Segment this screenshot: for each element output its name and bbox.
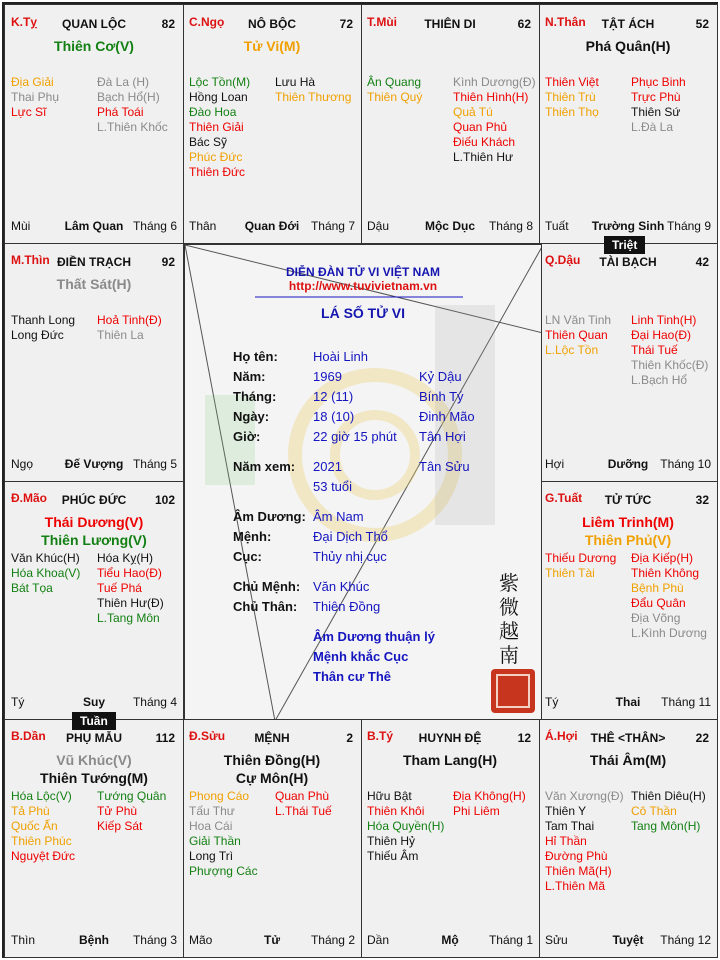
palace-stem: Q.Dậu [545,253,581,267]
palace-name: HUYNH ĐỆ [418,731,482,745]
name-value: Hoài Linh [313,349,368,364]
minor-star: L.Thiên Mã [545,879,606,893]
note-2: Mệnh khắc Cục [313,649,409,664]
palace-number: 32 [695,493,709,507]
destiny-master-label: Chủ Mệnh: [233,579,301,594]
palace-name: TÀI BẠCH [599,255,657,269]
minor-star: L.Đà La [631,120,674,134]
minor-star: Phục Binh [631,75,686,89]
palace-footer [189,933,355,949]
palace-number: 62 [517,17,531,31]
palace-month: Tháng 3 [132,933,177,947]
star-column-right [97,313,162,343]
year-stem: Kỷ Dậu [419,369,462,384]
cuc-value: Thủy nhị cục [313,549,387,564]
palace-stem: K.Tỵ [11,15,38,29]
palace-month: Tháng 11 [661,695,711,709]
minor-star: L.Thái Tuế [275,804,332,818]
star-column-left [367,75,422,105]
minor-star: Thiên Hỷ [367,834,416,848]
palace-life-stage: Trường Sinh [591,219,665,233]
triet-tag: Triệt [604,236,645,254]
minor-star: Hóa Lộc(V) [11,789,72,803]
minor-star: Địa Kiếp(H) [631,551,694,565]
minor-star: Hoa Cái [189,819,233,833]
palace-month: Tháng 2 [310,933,355,947]
minor-star: Đường Phù [545,849,608,863]
palace-footer [545,695,711,711]
palace-life-stage: Quan Đới [244,219,300,233]
chart-title: LÁ SỐ TỬ VI [321,305,405,321]
palace-name: PHỤ MẪU [66,731,122,745]
minor-star: Thiên Mã(H) [545,864,612,878]
palace-branch: Tuất [545,219,569,233]
minor-star: Long Đức [11,328,64,342]
minor-star: Tuế Phá [97,581,142,595]
view-year-label: Năm xem: [233,459,296,474]
palace-branch: Hợi [545,457,565,471]
minor-star: Tướng Quân [97,789,167,803]
palace-life-stage: Tử [263,933,281,947]
minor-star: Hóa Khoa(V) [11,566,81,580]
vertical-char-1: 紫 [499,571,519,595]
palace-number: 22 [695,731,709,745]
minor-star: Thiên Quý [367,90,423,104]
minor-star: Thiên Sứ [631,105,681,119]
palace-number: 12 [517,731,531,745]
palace-cell[interactable] [360,718,540,958]
palace-name: TẬT ÁCH [601,17,655,31]
vertical-char-2: 微 [499,595,519,619]
center-info-panel [184,244,542,720]
minor-star: Thiếu Âm [367,849,419,863]
palace-month: Tháng 5 [132,457,177,471]
star-column-left [545,789,624,894]
star-column-right [453,789,526,819]
palace-month: Tháng 7 [310,219,355,233]
palace-footer [11,695,177,711]
star-column-left [545,75,599,120]
minor-star: Thiên Giải [189,120,244,134]
palace-footer [545,933,711,949]
palace-month: Tháng 10 [660,457,711,471]
palace-branch: Thìn [11,933,36,947]
main-stars [183,751,361,787]
minor-star: Quan Phù [275,789,330,803]
minor-star: Thiên La [97,328,144,342]
age-value: 53 tuổi [313,479,353,494]
minor-star: Thiên Khốc(Đ) [631,358,709,372]
minor-star: Phong Cáo [189,789,250,803]
minor-star: Trực Phù [631,90,681,104]
palace-number: 72 [339,17,353,31]
palace-number: 2 [346,731,353,745]
minor-star: Thiên Việt [545,75,599,89]
minor-star: L.Kình Dương [631,626,707,640]
palace-name: THÊ <THÂN> [590,731,666,745]
minor-star: L.Bạch Hổ [631,373,688,387]
palace-branch: Tý [11,695,25,709]
palace-branch: Ngọ [11,457,34,471]
year-value: 1969 [313,369,342,384]
palace-stem: T.Mùi [367,15,397,29]
main-star: Thái Dương(V) [44,514,144,530]
star-column-right [275,789,332,819]
palace-name: ĐIỀN TRẠCH [57,255,131,269]
star-column-left [367,789,444,864]
minor-star: Văn Xương(Đ) [545,789,624,803]
minor-star: Thiên Hư(Đ) [97,596,164,610]
minor-star: Thai Phụ [11,90,60,104]
main-stars [539,37,717,55]
palace-stem: B.Tý [367,729,394,743]
star-column-right [631,75,686,135]
star-column-left [11,789,75,864]
palace-cell[interactable] [538,242,718,482]
main-stars [5,275,183,293]
minor-star: Tiểu Hao(Đ) [97,566,162,580]
minor-star: Đào Hoa [189,105,237,119]
minor-star: Thiên Quan [545,328,608,342]
palace-name: QUAN LỘC [62,17,126,31]
palace-number: 82 [161,17,175,31]
star-column-left [11,551,80,596]
palace-stem: C.Ngọ [189,15,225,29]
star-column-right [97,789,166,834]
minor-star: Văn Khúc(H) [11,551,80,565]
minor-star: Thiên Trù [545,90,596,104]
palace-stem: N.Thân [545,15,586,29]
forum-url[interactable]: http://www.tuvivietnam.vn [288,279,438,293]
minor-star: Phá Toái [97,105,144,119]
minor-star: L.Lộc Tồn [545,343,599,357]
palace-life-stage: Đế Vượng [64,457,124,471]
minor-star: Ân Quang [367,75,422,89]
star-column-right [631,551,707,641]
day-label: Ngày: [233,409,270,424]
palace-branch: Tý [545,695,559,709]
minor-star: Quan Phủ [453,120,508,134]
day-value: 18 (10) [313,409,355,424]
palace-cell[interactable] [538,480,718,720]
main-stars [5,37,183,55]
note-3: Thân cư Thê [313,669,392,684]
minor-star: Kình Dương(Đ) [453,75,536,89]
main-star: Thiên Phủ(V) [584,532,672,548]
month-label: Tháng: [233,389,277,404]
minor-star: Phượng Các [189,864,258,878]
day-stem: Đinh Mão [419,409,475,424]
star-column-left [189,789,258,879]
palace-stem: Đ.Mão [11,491,47,505]
minor-star: Địa Không(H) [453,789,526,803]
minor-star: Đẩu Quân [631,596,686,610]
minor-star: Đại Hao(Đ) [631,328,692,342]
vertical-char-4: 南 [499,643,519,667]
main-stars [539,513,717,549]
palace-cell[interactable] [360,4,540,244]
minor-star: Thiên Khôi [367,804,425,818]
palace-life-stage: Suy [82,695,105,709]
palace-life-stage: Mộ [441,933,459,947]
minor-star: Địa Giải [11,75,54,89]
palace-cell[interactable] [538,4,718,244]
tuan-tag: Tuần [72,712,116,730]
hour-value: 22 giờ 15 phút [313,429,397,444]
palace-number: 92 [161,255,175,269]
palace-cell[interactable] [4,718,184,958]
minor-star: Cô Thần [631,804,677,818]
cuc-label: Cục: [233,549,262,564]
minor-star: Thiên Tài [545,566,595,580]
palace-month: Tháng 1 [488,933,533,947]
palace-cell[interactable] [182,718,362,958]
palace-stem: Đ.Sửu [189,729,226,743]
minor-star: Thiên Diêu(H) [631,789,706,803]
horoscope-chart [2,2,718,958]
view-year-stem: Tân Sửu [419,459,470,474]
star-column-left [189,75,250,180]
palace-branch: Mão [189,933,213,947]
star-column-left [545,551,616,581]
main-star: Tham Lang(H) [402,752,498,768]
minor-star: Phúc Đức [189,150,243,164]
star-column-right [631,789,706,834]
minor-star: Thanh Long [11,313,76,327]
palace-footer [545,457,711,473]
minor-star: Điếu Khách [453,135,516,149]
palace-number: 42 [695,255,709,269]
palace-footer [367,933,533,949]
palace-branch: Dậu [367,219,390,233]
minor-star: Thiên Thương [275,90,352,104]
minor-star: Hóa Quyền(H) [367,819,445,833]
minor-star: Tang Môn(H) [631,819,701,833]
minor-star: LN Văn Tinh [545,313,612,327]
minor-star: Đà La (H) [97,75,150,89]
palace-month: Tháng 8 [488,219,533,233]
palace-month: Tháng 4 [132,695,177,709]
palace-cell[interactable] [182,4,362,244]
main-star: Thiên Lương(V) [41,532,147,548]
palace-life-stage: Bệnh [79,933,109,947]
palace-name: PHÚC ĐỨC [61,493,127,507]
minor-star: Hỉ Thần [545,834,587,848]
minor-star: Tả Phù [11,804,50,818]
palace-number: 112 [155,731,175,745]
minor-star: Bạch Hổ(H) [97,90,160,104]
main-stars [5,751,183,787]
minor-star: Thiên Đức [189,165,246,179]
palace-life-stage: Thai [615,695,641,709]
yinyang-label: Âm Dương: [233,509,306,524]
destiny-label: Mệnh: [233,529,272,544]
palace-stem: M.Thìn [11,253,50,267]
main-stars [183,37,361,55]
palace-name: TỬ TỨC [604,493,652,507]
palace-footer [11,457,177,473]
minor-star: Linh Tinh(H) [631,313,697,327]
minor-star: Hoả Tinh(Đ) [97,313,162,327]
palace-month: Tháng 12 [660,933,711,947]
minor-star: Thiên Hình(H) [453,90,529,104]
minor-star: Kiếp Sát [97,819,143,833]
palace-name: THIÊN DI [424,17,476,31]
palace-month: Tháng 6 [132,219,177,233]
palace-stem: G.Tuất [545,491,583,505]
main-star: Tử Vi(M) [243,38,301,54]
minor-star: Thiên Không [631,566,700,580]
name-label: Họ tên: [233,349,278,364]
palace-branch: Sửu [545,933,568,947]
star-column-right [631,313,708,388]
month-stem: Bính Tý [419,389,464,404]
minor-star: Nguyệt Đức [11,849,76,863]
palace-stem: B.Dần [11,729,46,743]
palace-number: 52 [695,17,709,31]
minor-star: Thiên Y [545,804,587,818]
hour-label: Giờ: [233,429,261,444]
palace-cell[interactable] [4,480,184,720]
minor-star: Hóa Kỵ(H) [97,551,154,565]
minor-star: Quốc Ấn [11,819,58,833]
palace-cell[interactable] [538,718,718,958]
palace-name: NÔ BỘC [248,17,296,31]
minor-star: L.Thiên Khốc [97,120,168,134]
minor-star: L.Tang Môn [97,611,160,625]
minor-star: Bát Tọa [11,581,53,595]
minor-star: Lưu Hà [275,75,316,89]
palace-month: Tháng 9 [666,219,711,233]
body-master-label: Chủ Thân: [233,599,298,614]
forum-name: DIỄN ĐÀN TỬ VI VIỆT NAM [286,265,440,279]
palace-branch: Thân [189,219,217,233]
star-column-left [11,75,59,120]
main-stars [5,513,183,549]
palace-branch: Dần [367,933,390,947]
minor-star: L.Thiên Hư [453,150,514,164]
palace-life-stage: Dưỡng [607,457,649,471]
minor-star: Bác Sỹ [189,135,228,149]
main-star: Thái Âm(M) [589,752,667,768]
star-column-right [275,75,351,105]
minor-star: Thiếu Dương [545,551,617,565]
minor-star: Phi Liêm [453,804,500,818]
star-column-right [97,75,168,135]
minor-star: Bệnh Phù [631,581,684,595]
palace-number: 102 [154,493,175,507]
palace-cell[interactable] [4,242,184,482]
main-stars [361,751,539,769]
minor-star: Thiên Phúc [11,834,72,848]
minor-star: Lực Sĩ [11,105,47,119]
hour-stem: Tân Hợi [419,429,466,444]
star-column-left [11,313,75,343]
main-star: Vũ Khúc(V) [56,752,132,768]
red-seal-stamp [491,669,535,713]
minor-star: Thiên Thọ [545,105,599,119]
palace-footer [545,219,711,235]
year-label: Năm: [233,369,266,384]
star-column-left [545,313,611,358]
palace-footer [189,219,355,235]
destiny-master-value: Văn Khúc [313,579,370,594]
minor-star: Tử Phù [97,804,138,818]
main-star: Thiên Tướng(M) [40,770,148,786]
main-star: Cự Môn(H) [235,770,309,786]
palace-life-stage: Mộc Dục [424,219,475,233]
minor-star: Tấu Thư [189,804,235,818]
star-column-right [97,551,164,626]
palace-life-stage: Tuyệt [612,933,644,947]
palace-cell[interactable] [4,4,184,244]
yinyang-value: Âm Nam [313,509,364,524]
minor-star: Giải Thần [189,834,241,848]
palace-life-stage: Lâm Quan [64,219,124,233]
palace-stem: Á.Hợi [545,729,578,743]
palace-footer [11,933,177,949]
palace-footer [11,219,177,235]
main-star: Phá Quân(H) [585,38,671,54]
star-column-right [453,75,536,165]
main-stars [539,751,717,769]
minor-star: Hữu Bật [367,789,412,803]
minor-star: Quả Tú [453,105,493,119]
minor-star: Long Trì [189,849,234,863]
main-star: Liêm Trinh(M) [582,514,674,530]
palace-name: MỆNH [254,731,290,745]
view-year-value: 2021 [313,459,342,474]
minor-star: Thái Tuế [631,343,678,357]
minor-star: Hồng Loan [189,90,248,104]
minor-star: Địa Võng [631,611,681,625]
main-star: Thất Sát(H) [56,276,132,292]
vertical-char-3: 越 [499,619,519,643]
minor-star: Tam Thai [545,819,595,833]
note-1: Âm Dương thuận lý [313,629,435,644]
minor-star: Lộc Tồn(M) [189,75,251,89]
body-master-value: Thiên Đồng [313,599,381,614]
month-value: 12 (11) [313,389,354,404]
main-star: Thiên Đồng(H) [223,752,321,768]
palace-branch: Mùi [11,219,31,233]
main-star: Thiên Cơ(V) [54,38,134,54]
destiny-value: Đại Dịch Thổ [313,529,388,544]
palace-footer [367,219,533,235]
